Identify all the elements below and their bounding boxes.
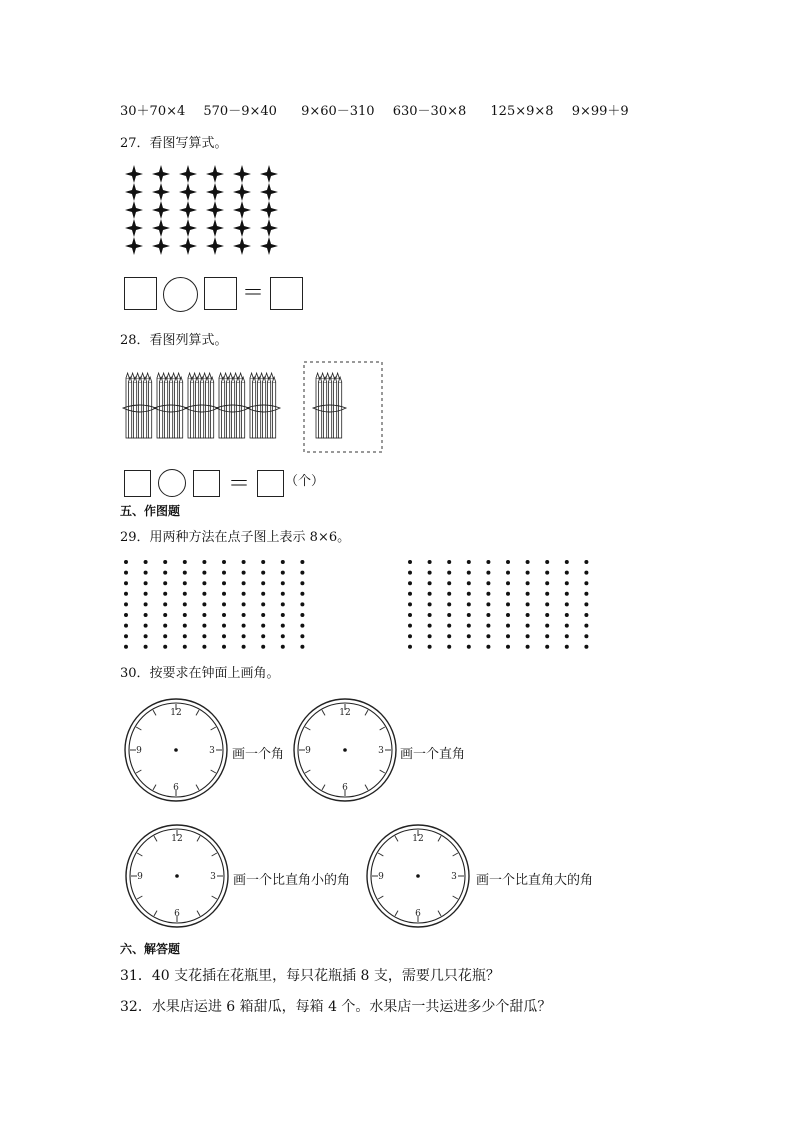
dot — [202, 571, 206, 575]
pencil-bundle — [154, 373, 187, 438]
calc-item: 30＋70×4 — [120, 104, 186, 119]
dot — [447, 592, 451, 596]
star-icon — [206, 237, 224, 255]
dot — [242, 634, 246, 638]
dot — [545, 581, 549, 585]
dot — [408, 581, 412, 585]
dot — [183, 613, 187, 617]
star-icon — [125, 165, 143, 183]
dot — [144, 634, 148, 638]
dot — [584, 624, 588, 628]
q32-label: 32．水果店运进 6 箱甜瓜，每箱 4 个。水果店一共运进多少个甜瓜？ — [120, 999, 552, 1015]
pencil-bundle — [247, 373, 280, 438]
clock-center-dot — [175, 874, 179, 878]
dot — [526, 581, 530, 585]
q27-label: 27．看图写算式。 — [120, 136, 228, 151]
dot — [124, 602, 128, 606]
dot — [506, 592, 510, 596]
dot — [261, 560, 265, 564]
dot — [261, 613, 265, 617]
dot — [486, 634, 490, 638]
dot — [584, 560, 588, 564]
dot — [222, 613, 226, 617]
equals-sign: ＝ — [228, 472, 251, 497]
dot — [545, 645, 549, 649]
dot — [486, 645, 490, 649]
dot — [222, 560, 226, 564]
dot — [183, 592, 187, 596]
dot — [163, 634, 167, 638]
calc-item: 9×60－310 — [301, 104, 375, 119]
dot — [486, 560, 490, 564]
dot — [408, 560, 412, 564]
dot — [545, 560, 549, 564]
dot — [545, 634, 549, 638]
dot — [242, 645, 246, 649]
dot — [486, 581, 490, 585]
dot — [281, 571, 285, 575]
dot — [222, 645, 226, 649]
dot — [447, 634, 451, 638]
dot — [261, 571, 265, 575]
dot — [545, 592, 549, 596]
dot — [202, 560, 206, 564]
dot — [506, 624, 510, 628]
clock-face[interactable] — [122, 821, 232, 931]
dot — [486, 624, 490, 628]
dot — [183, 560, 187, 564]
star-icon — [125, 219, 143, 237]
dot — [124, 645, 128, 649]
dot — [242, 560, 246, 564]
dot — [281, 645, 285, 649]
pencil-bundles — [120, 358, 390, 458]
star-icon — [260, 165, 278, 183]
dot — [163, 613, 167, 617]
dot — [447, 581, 451, 585]
clock-number: 12 — [339, 708, 351, 718]
dot — [144, 560, 148, 564]
clock-caption: 画一个比直角小的角 — [233, 873, 351, 888]
dot — [506, 613, 510, 617]
dot — [281, 634, 285, 638]
dot — [467, 592, 471, 596]
clock-caption: 画一个角 — [232, 747, 285, 762]
dot — [242, 592, 246, 596]
clock-center-dot — [174, 748, 178, 752]
dot — [163, 645, 167, 649]
answer-box[interactable] — [124, 470, 151, 497]
dot — [545, 602, 549, 606]
dot-grid-right[interactable] — [402, 556, 602, 656]
dot — [447, 645, 451, 649]
dot — [584, 613, 588, 617]
dot — [565, 571, 569, 575]
dot — [467, 624, 471, 628]
dot — [506, 645, 510, 649]
dot — [486, 592, 490, 596]
dot-grid-left[interactable] — [118, 556, 318, 656]
dot — [202, 634, 206, 638]
dot — [565, 634, 569, 638]
dot — [144, 602, 148, 606]
star-icon — [260, 219, 278, 237]
clock-center-dot — [343, 748, 347, 752]
dot — [124, 634, 128, 638]
star-icon — [179, 219, 197, 237]
star-icon — [233, 183, 251, 201]
star-icon — [206, 219, 224, 237]
dot — [545, 624, 549, 628]
dot — [486, 613, 490, 617]
dot — [261, 624, 265, 628]
dot — [124, 581, 128, 585]
star-icon — [179, 183, 197, 201]
dot — [467, 581, 471, 585]
dot — [124, 592, 128, 596]
dot — [565, 581, 569, 585]
dot — [242, 624, 246, 628]
star-icon — [125, 183, 143, 201]
dot — [183, 624, 187, 628]
q29-label: 29．用两种方法在点子图上表示 8×6。 — [120, 530, 351, 545]
dot — [428, 602, 432, 606]
star-icon — [179, 237, 197, 255]
dot — [222, 624, 226, 628]
dot — [222, 581, 226, 585]
dot — [183, 645, 187, 649]
dot — [222, 571, 226, 575]
dot — [202, 592, 206, 596]
dot — [281, 560, 285, 564]
dot — [526, 571, 530, 575]
dot — [163, 581, 167, 585]
dot — [261, 602, 265, 606]
dot — [144, 613, 148, 617]
dot — [242, 571, 246, 575]
dot — [428, 571, 432, 575]
clock-caption: 画一个直角 — [400, 747, 466, 762]
dot — [526, 592, 530, 596]
dot — [408, 634, 412, 638]
dot — [281, 581, 285, 585]
dot — [202, 602, 206, 606]
dot — [124, 613, 128, 617]
calc-item: 9×99＋9 — [571, 104, 629, 119]
dot — [183, 634, 187, 638]
dot — [408, 571, 412, 575]
dot — [408, 645, 412, 649]
dot — [584, 602, 588, 606]
star-icon — [179, 165, 197, 183]
equals-sign: ＝ — [242, 281, 265, 306]
dot — [261, 645, 265, 649]
dot — [428, 581, 432, 585]
dot — [408, 613, 412, 617]
answer-box[interactable] — [193, 470, 220, 497]
dot — [183, 571, 187, 575]
dot — [506, 571, 510, 575]
dot — [144, 571, 148, 575]
dot — [428, 613, 432, 617]
clock-number: 3 — [378, 746, 384, 756]
dot — [242, 602, 246, 606]
star-icon — [179, 201, 197, 219]
dot — [124, 624, 128, 628]
dot — [545, 613, 549, 617]
calc-line — [120, 104, 629, 120]
dot — [565, 592, 569, 596]
dot — [408, 624, 412, 628]
dot — [526, 634, 530, 638]
dot — [261, 634, 265, 638]
clock-number: 12 — [171, 834, 183, 844]
dot — [584, 571, 588, 575]
dot — [281, 592, 285, 596]
dot — [183, 602, 187, 606]
dot — [584, 592, 588, 596]
clock-face[interactable] — [363, 821, 473, 931]
q31-label: 31．40 支花插在花瓶里，每只花瓶插 8 支，需要几只花瓶？ — [120, 968, 500, 984]
dot — [163, 560, 167, 564]
dot — [300, 560, 304, 564]
q28-label: 28．看图列算式。 — [120, 333, 228, 348]
dot — [144, 581, 148, 585]
dot — [565, 602, 569, 606]
dot — [300, 634, 304, 638]
dot — [408, 592, 412, 596]
dot — [584, 581, 588, 585]
dot — [163, 602, 167, 606]
section-title: 五、作图题 — [120, 504, 181, 518]
dot — [467, 645, 471, 649]
dot — [467, 560, 471, 564]
clock-face[interactable] — [290, 695, 400, 805]
clock-number: 12 — [412, 834, 424, 844]
dot — [428, 634, 432, 638]
calc-item: 125×9×8 — [490, 104, 554, 119]
dot — [447, 613, 451, 617]
star-icon — [260, 201, 278, 219]
dot — [300, 592, 304, 596]
dot — [447, 602, 451, 606]
clock-face[interactable] — [121, 695, 231, 805]
dot — [526, 613, 530, 617]
dot — [300, 613, 304, 617]
dot — [428, 645, 432, 649]
star-icon — [206, 165, 224, 183]
clock-number: 6 — [342, 783, 348, 793]
dot — [144, 624, 148, 628]
dot — [300, 581, 304, 585]
answer-box[interactable] — [270, 277, 303, 310]
dot — [467, 602, 471, 606]
dot — [584, 634, 588, 638]
dot — [565, 624, 569, 628]
dot — [526, 624, 530, 628]
pencil-bundle — [123, 373, 156, 438]
dot — [408, 602, 412, 606]
dot — [261, 592, 265, 596]
dot — [281, 613, 285, 617]
calc-item: 570－9×40 — [203, 104, 277, 119]
answer-box[interactable] — [124, 277, 157, 310]
dot — [144, 645, 148, 649]
clock-number: 9 — [137, 872, 143, 882]
dot — [222, 592, 226, 596]
dot — [300, 645, 304, 649]
pencil-bundle — [216, 373, 249, 438]
star-icon — [125, 237, 143, 255]
dot — [447, 571, 451, 575]
clock-number: 6 — [415, 909, 421, 919]
q30-label: 30．按要求在钟面上画角。 — [120, 666, 280, 681]
star-icon — [233, 201, 251, 219]
dot — [506, 560, 510, 564]
dot — [467, 634, 471, 638]
dot — [222, 602, 226, 606]
star-icon — [233, 165, 251, 183]
dot — [261, 581, 265, 585]
dot — [163, 624, 167, 628]
star-icon — [233, 219, 251, 237]
clock-number: 6 — [174, 909, 180, 919]
star-icon — [152, 165, 170, 183]
dot — [584, 645, 588, 649]
dot — [506, 602, 510, 606]
dot — [242, 581, 246, 585]
dot — [124, 560, 128, 564]
dot — [467, 571, 471, 575]
dot — [565, 613, 569, 617]
dot — [202, 613, 206, 617]
dot — [281, 624, 285, 628]
clock-caption: 画一个比直角大的角 — [476, 873, 594, 888]
dot — [526, 560, 530, 564]
dot — [428, 624, 432, 628]
star-icon — [152, 183, 170, 201]
star-icon — [206, 183, 224, 201]
calc-item: 630－30×8 — [392, 104, 467, 119]
dot — [300, 571, 304, 575]
star-icon — [152, 201, 170, 219]
dot — [447, 560, 451, 564]
dot — [124, 571, 128, 575]
star-icon — [125, 201, 143, 219]
clock-number: 6 — [173, 783, 179, 793]
clock-center-dot — [416, 874, 420, 878]
clock-number: 12 — [170, 708, 182, 718]
dot — [163, 592, 167, 596]
star-icon — [152, 237, 170, 255]
star-icon — [233, 237, 251, 255]
dot — [163, 571, 167, 575]
pencil-bundle — [313, 373, 346, 438]
dot — [300, 624, 304, 628]
star-icon — [152, 219, 170, 237]
dot — [183, 581, 187, 585]
pencil-bundle — [185, 373, 218, 438]
dot — [506, 581, 510, 585]
dot — [506, 634, 510, 638]
dot — [281, 602, 285, 606]
dot — [428, 560, 432, 564]
clock-number: 3 — [451, 872, 457, 882]
dot — [202, 645, 206, 649]
star-grid — [122, 164, 287, 256]
operator-circle[interactable] — [163, 277, 198, 312]
dot — [565, 645, 569, 649]
dot — [486, 602, 490, 606]
star-icon — [260, 237, 278, 255]
dot — [222, 634, 226, 638]
operator-circle[interactable] — [158, 469, 186, 497]
answer-box[interactable] — [257, 470, 284, 497]
dot — [486, 571, 490, 575]
dot — [565, 560, 569, 564]
clock-number: 9 — [305, 746, 311, 756]
dot — [467, 613, 471, 617]
dot — [428, 592, 432, 596]
clock-number: 9 — [136, 746, 142, 756]
clock-number: 3 — [209, 746, 215, 756]
dot — [202, 624, 206, 628]
section-title: 六、解答题 — [120, 942, 181, 956]
dot — [144, 592, 148, 596]
dot — [545, 571, 549, 575]
dot — [300, 602, 304, 606]
dot — [526, 602, 530, 606]
star-icon — [260, 183, 278, 201]
dot — [242, 613, 246, 617]
answer-box[interactable] — [204, 277, 237, 310]
clock-number: 9 — [378, 872, 384, 882]
star-icon — [206, 201, 224, 219]
dot — [526, 645, 530, 649]
clock-number: 3 — [210, 872, 216, 882]
dot — [447, 624, 451, 628]
dot — [202, 581, 206, 585]
unit-label: （个） — [285, 474, 325, 489]
